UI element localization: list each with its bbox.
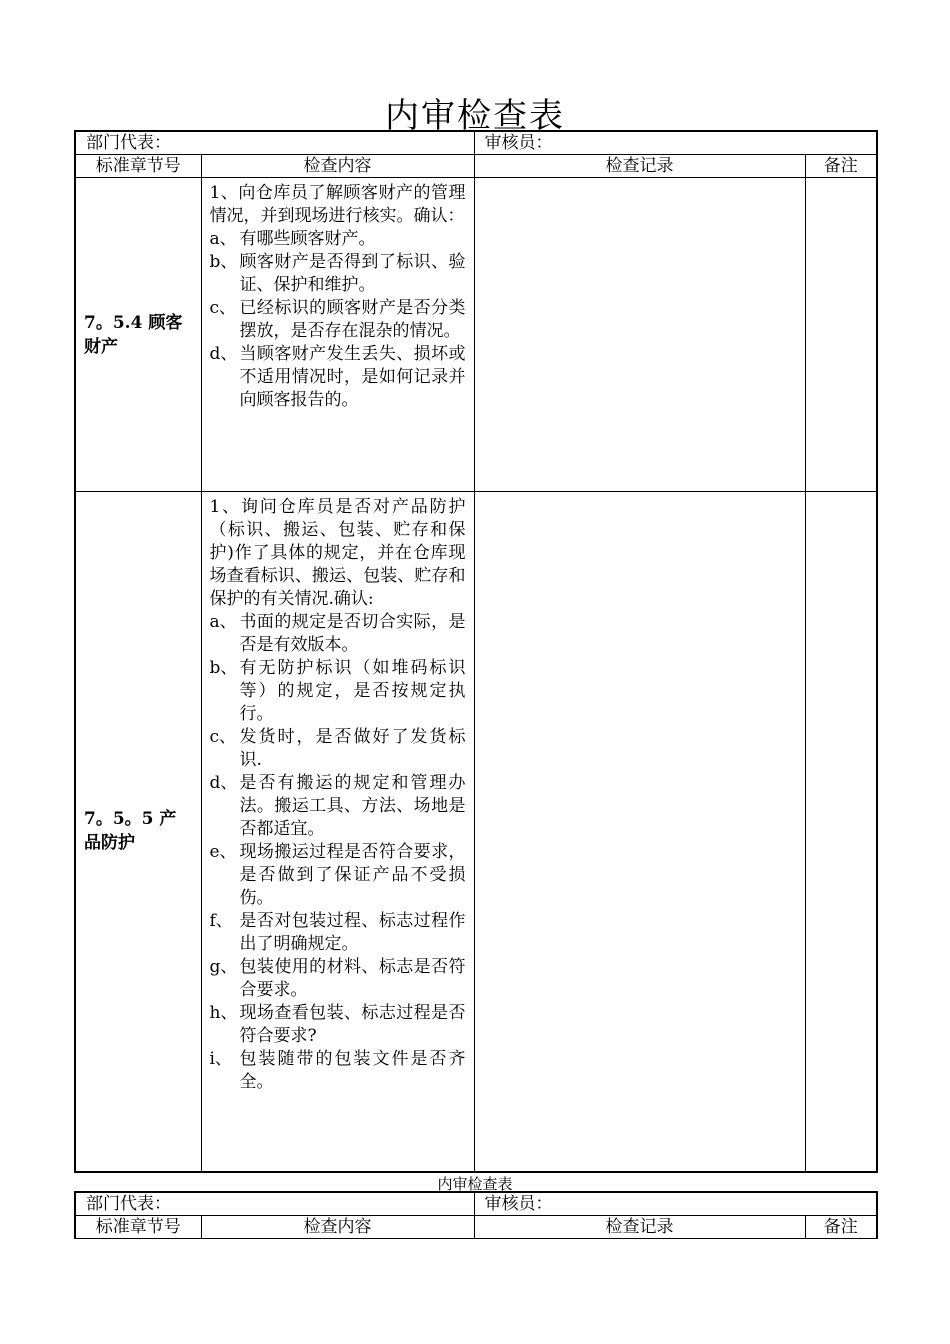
- col-content-header: 检查内容: [201, 155, 474, 178]
- list-item: e、 现场搬运过程是否符合要求，是否做到了保证产品不受损伤。: [209, 842, 466, 908]
- auditor-field: 审核员：: [474, 1192, 877, 1216]
- list-item: i、 包装随带的包装文件是否齐全。: [209, 1049, 466, 1092]
- list-item: f、 是否对包装过程、标志过程作出了明确规定。: [209, 911, 466, 954]
- header-row: [75, 131, 877, 155]
- col-remarks-header: 备注: [805, 155, 877, 178]
- col-clause-header: 标准章节号: [75, 155, 201, 178]
- list-item: b、 有无防护标识（如堆码标识等）的规定，是否按规定执行。: [209, 658, 466, 724]
- next-page-table: [74, 1191, 878, 1239]
- list-item: h、 现场查看包装、标志过程是否符合要求?: [209, 1003, 466, 1046]
- section-row-customer-property: [75, 178, 877, 492]
- content-cell: [201, 178, 474, 492]
- next-page-title: 内审检查表: [437, 1175, 513, 1193]
- remarks-cell[interactable]: [805, 178, 877, 492]
- content-intro: 1、询问仓库员是否对产品防护（标识、搬运、包装、贮存和保护)作了具体的规定，并在仓库现场查看标识、搬运、包装、贮存和保护的有关情况.确认:: [209, 497, 466, 609]
- list-item: c、 发货时，是否做好了发货标识.: [209, 727, 466, 770]
- col-clause-header: 标准章节号: [75, 1216, 201, 1239]
- column-header-row: [75, 1216, 877, 1239]
- record-cell[interactable]: [474, 178, 805, 492]
- header-row: [75, 1192, 877, 1216]
- list-item: b、 顾客财产是否得到了标识、验证、保护和维护。: [209, 252, 466, 295]
- col-content-header: 检查内容: [201, 1216, 474, 1239]
- content-intro: 1、向仓库员了解顾客财产的管理情况，并到现场进行核实。确认：: [209, 183, 466, 226]
- list-item: a、 书面的规定是否切合实际，是否是有效版本。: [209, 612, 466, 655]
- record-cell[interactable]: [474, 492, 805, 1172]
- list-item: d、 是否有搬运的规定和管理办法。搬运工具、方法、场地是否都适宜。: [209, 773, 466, 839]
- col-record-header: 检查记录: [474, 155, 805, 178]
- audit-checklist-table: [74, 130, 878, 1173]
- remarks-cell[interactable]: [805, 492, 877, 1172]
- list-item: a、 有哪些顾客财产。: [209, 229, 376, 249]
- list-item: g、 包装使用的材料、标志是否符合要求。: [209, 957, 466, 1000]
- column-header-row: [75, 155, 877, 178]
- clause-cell: 7。5.4 顾客财产: [75, 178, 201, 492]
- section-row-product-preservation: [75, 492, 877, 1172]
- dept-rep-field: 部门代表：: [75, 131, 474, 155]
- col-record-header: 检查记录: [474, 1216, 805, 1239]
- dept-rep-field: 部门代表：: [75, 1192, 474, 1216]
- col-remarks-header: 备注: [805, 1216, 877, 1239]
- auditor-field: 审核员：: [474, 131, 877, 155]
- content-cell: [201, 492, 474, 1172]
- page-title: 内审检查表: [385, 96, 565, 136]
- list-item: c、 已经标识的顾客财产是否分类摆放，是否存在混杂的情况。: [209, 298, 466, 341]
- list-item: d、 当顾客财产发生丢失、损坏或不适用情况时，是如何记录并向顾客报告的。: [209, 344, 466, 410]
- clause-cell: 7。5。5 产品防护: [75, 492, 201, 1172]
